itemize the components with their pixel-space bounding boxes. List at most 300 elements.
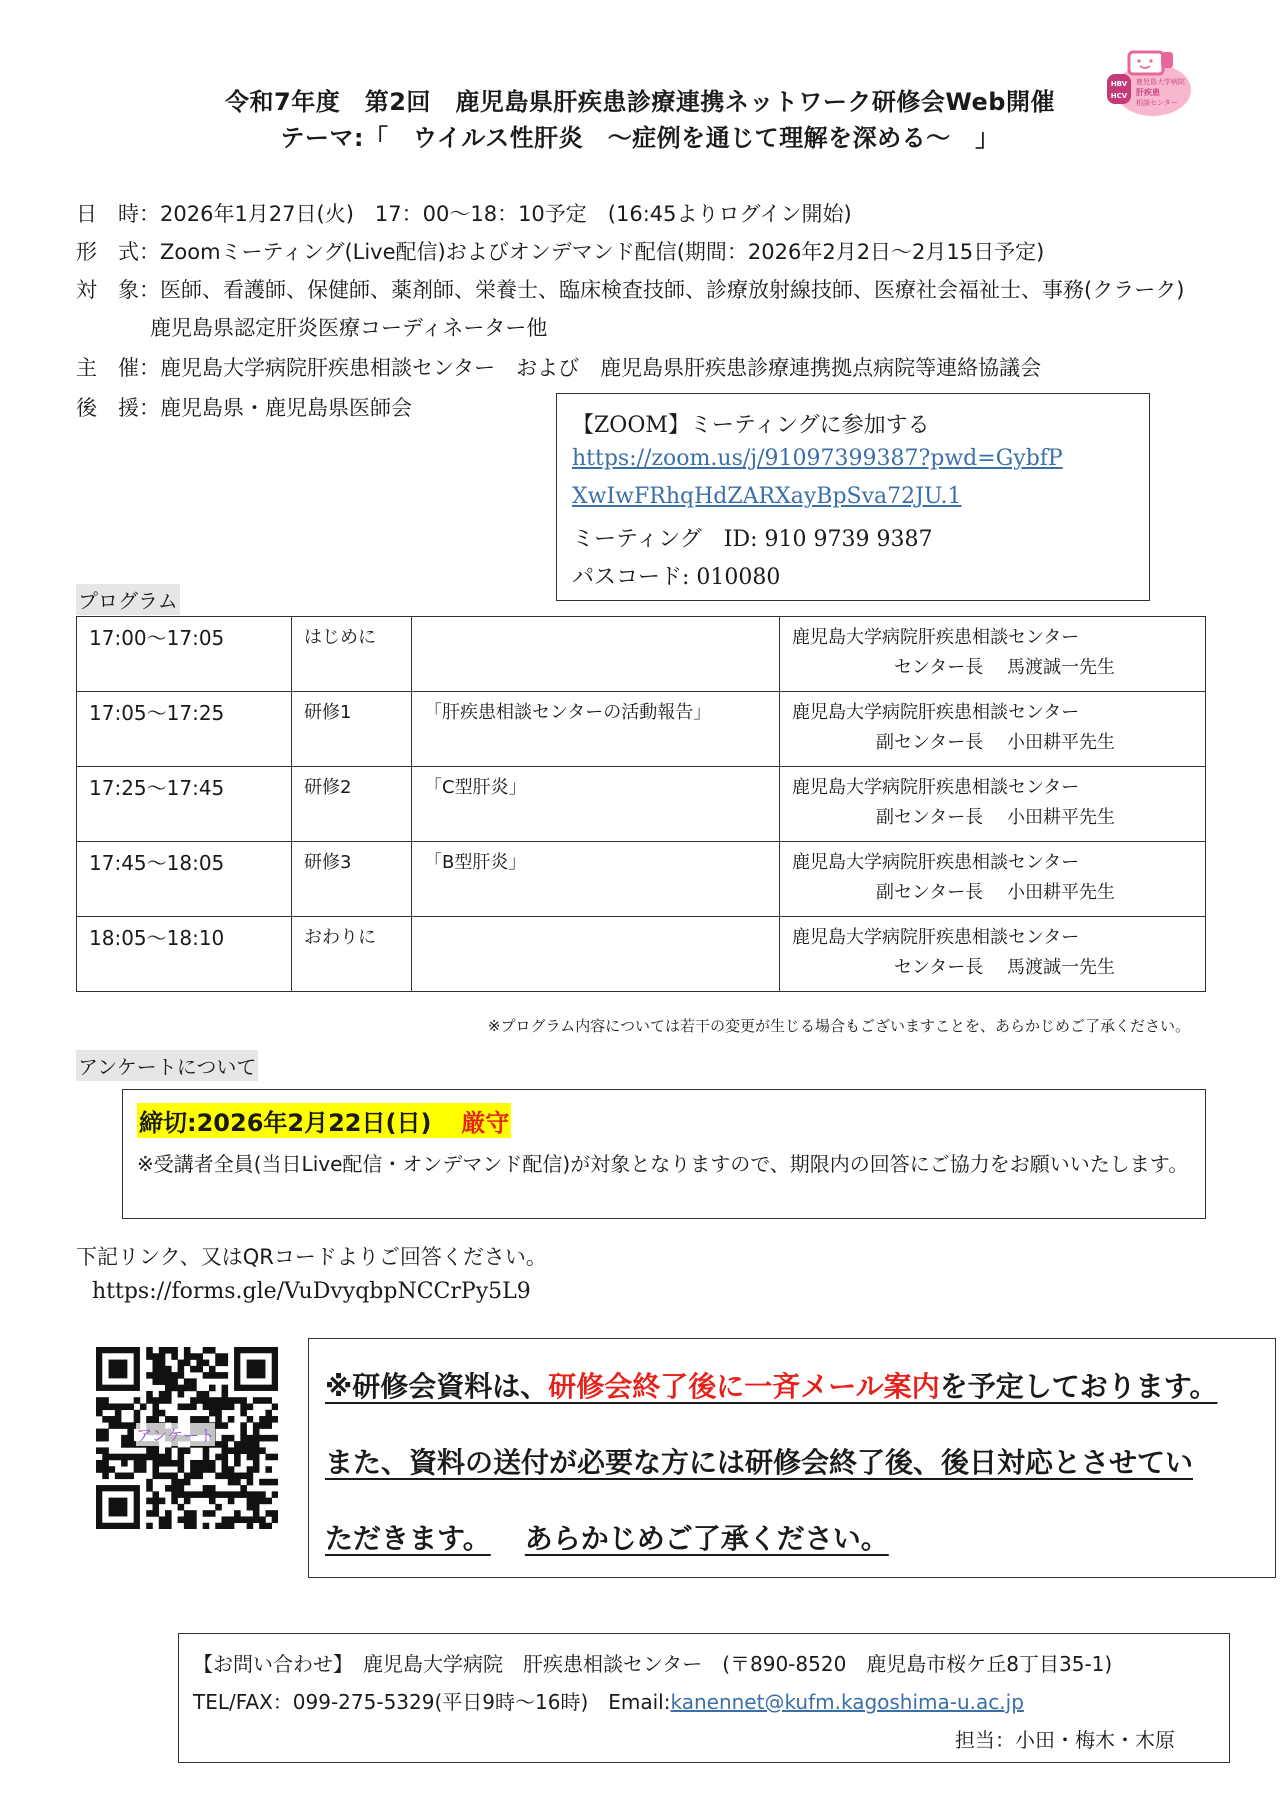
- qr-module: [265, 1435, 272, 1442]
- qr-module: [115, 1410, 122, 1417]
- table-row: [77, 842, 1206, 917]
- qr-module: [259, 1498, 266, 1505]
- qr-module: [178, 1491, 185, 1498]
- qr-module: [215, 1397, 222, 1404]
- qr-module: [152, 1466, 159, 1473]
- qr-module: [222, 1523, 229, 1529]
- qr-module: [190, 1466, 197, 1473]
- qr-module: [152, 1504, 159, 1511]
- qr-module: [228, 1498, 235, 1505]
- qr-module: [247, 1523, 254, 1529]
- enquete-box: [122, 1089, 1206, 1219]
- program-title: 「肝疾患相談センターの活動報告」: [412, 692, 780, 767]
- logo-badge-bottom: HCV: [1110, 92, 1128, 100]
- program-table: [76, 616, 1206, 992]
- qr-module: [121, 1441, 128, 1448]
- qr-module: [222, 1435, 229, 1442]
- program-speaker-cell: [780, 692, 1206, 767]
- qr-module: [222, 1466, 229, 1473]
- qr-module: [272, 1491, 278, 1498]
- qr-module: [247, 1516, 254, 1523]
- qr-module: [265, 1454, 272, 1461]
- qr-module: [152, 1416, 159, 1423]
- qr-module: [253, 1510, 260, 1517]
- qr-module: [184, 1510, 191, 1517]
- qr-module: [253, 1422, 260, 1429]
- qr-module: [240, 1447, 247, 1454]
- qr-module: [247, 1473, 254, 1480]
- qr-module: [190, 1516, 197, 1523]
- qr-module: [190, 1460, 197, 1467]
- table-row: [77, 692, 1206, 767]
- qr-module: [146, 1416, 153, 1423]
- info-support: 後 援：鹿児島県・鹿児島県医師会: [76, 396, 412, 420]
- qr-module: [234, 1516, 241, 1523]
- qr-module: [165, 1347, 172, 1354]
- qr-module: [190, 1523, 197, 1529]
- qr-module: [159, 1391, 166, 1398]
- qr-module: [222, 1403, 229, 1410]
- qr-module: [165, 1516, 172, 1523]
- qr-module: [215, 1454, 222, 1461]
- qr-module: [203, 1360, 210, 1367]
- qr-module: [272, 1403, 278, 1410]
- qr-module: [209, 1498, 216, 1505]
- qr-module: [196, 1416, 203, 1423]
- qr-module: [222, 1372, 229, 1379]
- qr-module: [159, 1523, 166, 1529]
- qr-module: [159, 1460, 166, 1467]
- qr-module: [265, 1422, 272, 1429]
- program-affiliation: 鹿児島大学病院肝疾患相談センター: [792, 627, 1080, 648]
- qr-module: [165, 1454, 172, 1461]
- qr-module: [127, 1473, 134, 1480]
- qr-module: [222, 1516, 229, 1523]
- qr-module: [171, 1347, 178, 1354]
- qr-module: [152, 1397, 159, 1404]
- program-type: おわりに: [292, 917, 412, 992]
- qr-module: [215, 1403, 222, 1410]
- qr-module: [178, 1366, 185, 1373]
- enquete-heading: アンケートについて: [76, 1050, 258, 1081]
- qr-module: [184, 1385, 191, 1392]
- qr-module: [247, 1403, 254, 1410]
- program-speaker-cell: [780, 767, 1206, 842]
- program-speaker-cell: [780, 917, 1206, 992]
- page-theme: テーマ:「 ウイルス性肝炎 ～症例を通じて理解を深める～ 」: [280, 124, 1000, 152]
- qr-module: [140, 1466, 147, 1473]
- qr-module: [228, 1491, 235, 1498]
- qr-module: [127, 1422, 134, 1429]
- qr-module: [209, 1485, 216, 1492]
- qr-module: [234, 1460, 241, 1467]
- qr-module: [222, 1473, 229, 1480]
- qr-module: [96, 1410, 103, 1417]
- qr-finder: [109, 1360, 128, 1379]
- qr-module: [96, 1466, 103, 1473]
- enquete-description: ※受講者全員(当日Live配信・オンデマンド配信)が対象となりますので、期限内の回答にご協力をお願いいたします。: [137, 1152, 1189, 1176]
- qr-module: [190, 1473, 197, 1480]
- strict-label: 厳守: [461, 1109, 510, 1137]
- qr-module: [253, 1435, 260, 1442]
- qr-module: [171, 1498, 178, 1505]
- table-row: [77, 767, 1206, 842]
- qr-module: [152, 1473, 159, 1480]
- qr-module: [121, 1473, 128, 1480]
- qr-module: [152, 1491, 159, 1498]
- qr-module: [259, 1447, 266, 1454]
- qr-finder: [109, 1498, 128, 1517]
- qr-module: [209, 1366, 216, 1373]
- qr-module: [109, 1416, 116, 1423]
- qr-module: [165, 1366, 172, 1373]
- program-speaker: 副センター長 小田耕平先生: [875, 882, 1115, 903]
- qr-module: [159, 1498, 166, 1505]
- enquete-url[interactable]: https://forms.gle/VuDvyqbpNCCrPy5L9: [92, 1279, 531, 1304]
- qr-module: [146, 1523, 153, 1529]
- enquete-instruction: 下記リンク、又はQRコードよりご回答ください。: [76, 1245, 547, 1269]
- qr-module: [190, 1353, 197, 1360]
- program-type: 研修2: [292, 767, 412, 842]
- qr-module: [240, 1441, 247, 1448]
- qr-module: [247, 1466, 254, 1473]
- qr-module: [272, 1416, 278, 1423]
- qr-module: [253, 1466, 260, 1473]
- qr-module: [196, 1473, 203, 1480]
- qr-module: [222, 1353, 229, 1360]
- qr-module: [228, 1397, 235, 1404]
- qr-module: [159, 1397, 166, 1404]
- info-format: 形 式：Zoomミーティング(Live配信)およびオンデマンド配信(期間：2026年2月2日～2月15日予定): [76, 240, 1045, 264]
- qr-module: [115, 1403, 122, 1410]
- qr-module: [152, 1410, 159, 1417]
- qr-module: [152, 1403, 159, 1410]
- qr-module: [171, 1416, 178, 1423]
- materials-notice-box: [308, 1338, 1276, 1578]
- qr-module: [134, 1460, 141, 1467]
- qr-module: [134, 1410, 141, 1417]
- contact-email-link[interactable]: kanennet@kufm.kagoshima-u.ac.jp: [670, 1690, 1024, 1714]
- qr-module: [209, 1385, 216, 1392]
- qr-module: [222, 1397, 229, 1404]
- qr-module: [171, 1353, 178, 1360]
- qr-module: [165, 1485, 172, 1492]
- qr-module: [259, 1523, 266, 1529]
- qr-module: [272, 1454, 278, 1461]
- qr-module: [109, 1403, 116, 1410]
- qr-module: [178, 1447, 185, 1454]
- qr-module: [184, 1491, 191, 1498]
- qr-module: [165, 1391, 172, 1398]
- qr-module: [146, 1397, 153, 1404]
- qr-module: [240, 1422, 247, 1429]
- program-note: ※プログラム内容については若干の変更が生じる場合もございますことを、あらかじめご了承ください。: [487, 1017, 1190, 1035]
- qr-module: [215, 1416, 222, 1423]
- qr-module: [203, 1523, 210, 1529]
- qr-module: [190, 1385, 197, 1392]
- qr-module: [152, 1353, 159, 1360]
- qr-module: [159, 1473, 166, 1480]
- qr-module: [240, 1473, 247, 1480]
- qr-module: [196, 1397, 203, 1404]
- qr-module: [265, 1479, 272, 1486]
- page-title: 令和7年度 第2回 鹿児島県肝疾患診療連携ネットワーク研修会Web開催: [225, 88, 1055, 116]
- program-time: 17:05～17:25: [77, 692, 292, 767]
- qr-module: [222, 1360, 229, 1367]
- qr-module: [222, 1454, 229, 1461]
- qr-module: [234, 1397, 241, 1404]
- qr-module: [178, 1454, 185, 1461]
- qr-module: [253, 1504, 260, 1511]
- zoom-link[interactable]: https://zoom.us/j/91097399387?pwd=GybfP: [572, 446, 1063, 471]
- qr-module: [115, 1422, 122, 1429]
- qr-module: [102, 1447, 109, 1454]
- contact-staff: 担当：小田・梅木・木原: [955, 1728, 1175, 1752]
- program-title: [412, 917, 780, 992]
- qr-module: [178, 1479, 185, 1486]
- qr-module: [115, 1416, 122, 1423]
- qr-module: [178, 1372, 185, 1379]
- materials-text: ただきます。: [325, 1522, 491, 1555]
- qr-module: [127, 1403, 134, 1410]
- qr-module: [159, 1454, 166, 1461]
- qr-module: [253, 1498, 260, 1505]
- qr-module: [228, 1479, 235, 1486]
- qr-module: [240, 1516, 247, 1523]
- qr-module: [115, 1454, 122, 1461]
- qr-module: [96, 1460, 103, 1467]
- qr-module: [96, 1403, 103, 1410]
- qr-module: [109, 1466, 116, 1473]
- qr-module: [102, 1454, 109, 1461]
- qr-module: [134, 1397, 141, 1404]
- qr-module: [102, 1403, 109, 1410]
- qr-module: [146, 1372, 153, 1379]
- qr-module: [265, 1466, 272, 1473]
- qr-module: [222, 1391, 229, 1398]
- info-target: 対 象：医師、看護師、保健師、薬剤師、栄養士、臨床検査技師、診療放射線技師、医療社会福祉士、事務(クラーク): [76, 278, 1185, 302]
- qr-module: [178, 1385, 185, 1392]
- program-heading: プログラム: [76, 584, 180, 615]
- qr-module: [178, 1485, 185, 1492]
- contact-tel: [193, 1686, 1024, 1715]
- qr-module: [96, 1429, 103, 1436]
- qr-module: [215, 1353, 222, 1360]
- qr-module: [247, 1491, 254, 1498]
- qr-module: [178, 1360, 185, 1367]
- qr-module: [234, 1447, 241, 1454]
- qr-module: [190, 1491, 197, 1498]
- qr-module: [184, 1403, 191, 1410]
- qr-module: [165, 1416, 172, 1423]
- center-logo: [1105, 50, 1193, 120]
- qr-module: [146, 1479, 153, 1486]
- qr-module: [240, 1429, 247, 1436]
- qr-module: [178, 1460, 185, 1467]
- qr-module: [259, 1397, 266, 1404]
- qr-module: [228, 1523, 235, 1529]
- qr-module: [265, 1510, 272, 1517]
- qr-module: [165, 1397, 172, 1404]
- qr-module: [272, 1435, 278, 1442]
- qr-module: [209, 1372, 216, 1379]
- qr-module: [102, 1397, 109, 1404]
- qr-module: [265, 1523, 272, 1529]
- logo-text-2: 肝疾患: [1136, 88, 1160, 97]
- qr-module: [152, 1510, 159, 1517]
- qr-module: [190, 1378, 197, 1385]
- program-time: 17:25～17:45: [77, 767, 292, 842]
- qr-module: [203, 1391, 210, 1398]
- qr-module: [121, 1454, 128, 1461]
- materials-text: を予定しております。: [939, 1370, 1218, 1403]
- qr-module: [165, 1385, 172, 1392]
- qr-module: [203, 1447, 210, 1454]
- qr-module: [265, 1498, 272, 1505]
- info-organizer: 主 催：鹿児島大学病院肝疾患相談センター および 鹿児島県肝疾患診療連携拠点病院等連絡協議会: [76, 356, 1042, 380]
- qr-module: [259, 1416, 266, 1423]
- qr-code[interactable]: [96, 1347, 278, 1529]
- qr-module: [152, 1454, 159, 1461]
- qr-module: [247, 1435, 254, 1442]
- logo-text-3: 相談センター: [1136, 99, 1178, 107]
- qr-module: [165, 1523, 172, 1529]
- qr-module: [109, 1422, 116, 1429]
- qr-module: [259, 1479, 266, 1486]
- program-affiliation: 鹿児島大学病院肝疾患相談センター: [792, 927, 1080, 948]
- qr-module: [228, 1403, 235, 1410]
- qr-module: [178, 1516, 185, 1523]
- qr-module: [171, 1385, 178, 1392]
- qr-module: [203, 1460, 210, 1467]
- contact-box: [178, 1633, 1230, 1763]
- qr-module: [159, 1516, 166, 1523]
- qr-module: [222, 1447, 229, 1454]
- qr-module: [171, 1485, 178, 1492]
- deadline-text: 締切:2026年2月22日(日): [139, 1109, 432, 1137]
- qr-module: [222, 1460, 229, 1467]
- qr-module: [159, 1410, 166, 1417]
- qr-module: [171, 1491, 178, 1498]
- qr-module: [265, 1416, 272, 1423]
- qr-module: [253, 1447, 260, 1454]
- qr-module: [165, 1378, 172, 1385]
- logo-badge-top: HBV: [1110, 80, 1128, 88]
- qr-module: [102, 1416, 109, 1423]
- qr-module: [265, 1397, 272, 1404]
- qr-module: [127, 1441, 134, 1448]
- qr-module: [247, 1498, 254, 1505]
- qr-module: [184, 1347, 191, 1354]
- logo-text-1: 鹿児島大学病院: [1136, 78, 1185, 86]
- qr-module: [240, 1410, 247, 1417]
- zoom-passcode: パスコード: 010080: [572, 565, 781, 590]
- zoom-meeting-id: ミーティング ID: 910 9739 9387: [572, 527, 933, 552]
- qr-module: [146, 1447, 153, 1454]
- qr-module: [152, 1460, 159, 1467]
- qr-module: [146, 1353, 153, 1360]
- qr-module: [259, 1516, 266, 1523]
- qr-module: [203, 1372, 210, 1379]
- qr-module: [134, 1416, 141, 1423]
- qr-module: [178, 1391, 185, 1398]
- qr-module: [134, 1454, 141, 1461]
- qr-module: [96, 1435, 103, 1442]
- program-title: [412, 617, 780, 692]
- qr-module: [190, 1510, 197, 1517]
- deadline-highlight: [137, 1103, 511, 1138]
- program-time: 18:05～18:10: [77, 917, 292, 992]
- qr-module: [102, 1460, 109, 1467]
- info-datetime: 日 時：2026年1月27日(火) 17：00～18：10予定 (16:45よりログイン開始): [76, 202, 852, 226]
- qr-module: [247, 1479, 254, 1486]
- qr-module: [152, 1378, 159, 1385]
- qr-module: [228, 1447, 235, 1454]
- materials-line-3: [325, 1517, 889, 1557]
- qr-module: [247, 1454, 254, 1461]
- qr-module: [159, 1347, 166, 1354]
- qr-module: [121, 1460, 128, 1467]
- qr-module: [146, 1485, 153, 1492]
- qr-module: [146, 1510, 153, 1517]
- qr-module: [203, 1466, 210, 1473]
- zoom-link-continued[interactable]: XwIwFRhqHdZARXayBpSva72JU.1: [572, 484, 962, 509]
- qr-module: [234, 1510, 241, 1517]
- qr-module: [184, 1378, 191, 1385]
- qr-module: [140, 1460, 147, 1467]
- qr-module: [240, 1491, 247, 1498]
- program-type: はじめに: [292, 617, 412, 692]
- qr-module: [272, 1516, 278, 1523]
- qr-module: [165, 1447, 172, 1454]
- qr-module: [196, 1360, 203, 1367]
- qr-finder: [247, 1360, 266, 1379]
- materials-red-text: 研修会終了後に一斉メール案内: [548, 1370, 940, 1403]
- qr-label: アンケート: [136, 1423, 215, 1446]
- qr-module: [96, 1447, 103, 1454]
- qr-module: [228, 1473, 235, 1480]
- qr-module: [146, 1454, 153, 1461]
- program-time: 17:00～17:05: [77, 617, 292, 692]
- qr-module: [203, 1491, 210, 1498]
- qr-module: [247, 1416, 254, 1423]
- program-affiliation: 鹿児島大学病院肝疾患相談センター: [792, 702, 1080, 723]
- qr-module: [196, 1353, 203, 1360]
- qr-module: [165, 1473, 172, 1480]
- qr-module: [102, 1473, 109, 1480]
- qr-module: [203, 1454, 210, 1461]
- qr-module: [184, 1516, 191, 1523]
- qr-module: [121, 1435, 128, 1442]
- qr-module: [146, 1391, 153, 1398]
- qr-module: [240, 1403, 247, 1410]
- qr-module: [171, 1372, 178, 1379]
- qr-module: [190, 1397, 197, 1404]
- qr-module: [215, 1523, 222, 1529]
- qr-module: [222, 1385, 229, 1392]
- qr-module: [203, 1510, 210, 1517]
- qr-module: [247, 1504, 254, 1511]
- qr-module: [109, 1454, 116, 1461]
- qr-module: [196, 1460, 203, 1467]
- qr-module: [259, 1435, 266, 1442]
- qr-module: [152, 1366, 159, 1373]
- materials-text: あらかじめご了承ください。: [524, 1522, 889, 1555]
- program-affiliation: 鹿児島大学病院肝疾患相談センター: [792, 852, 1080, 873]
- program-type: 研修3: [292, 842, 412, 917]
- qr-module: [159, 1353, 166, 1360]
- qr-module: [215, 1372, 222, 1379]
